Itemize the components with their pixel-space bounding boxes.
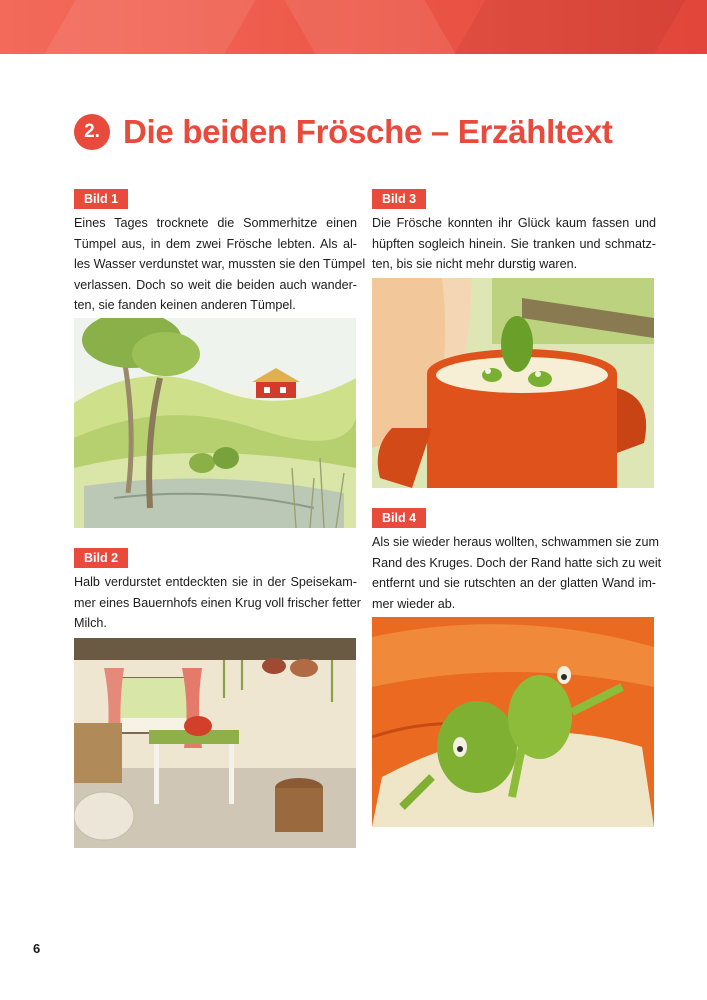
text-line: entfernt und sie rutschten an der glatten Wand im- (372, 576, 656, 590)
text-line: Als sie wieder heraus wollten, schwammen sie zum (372, 535, 659, 549)
landscape-frogs-illustration (74, 318, 356, 528)
text-line: hüpften sogleich hinein. Sie tranken und schmatz- (372, 236, 656, 251)
text-line: Rand des Kruges. Doch der Rand hatte sich zu weit (372, 555, 662, 570)
bild-3-label: Bild 3 (372, 189, 426, 209)
text-line: Die Frösche konnten ihr Glück kaum fassen und (372, 216, 656, 230)
text-line: Milch. (74, 616, 107, 630)
bild-4-label: Bild 4 (372, 508, 426, 528)
text-line: Eines Tages trocknete die Sommerhitze einen (74, 216, 357, 230)
text-line: ten, sie fanden keinen anderen Tümpel. (74, 298, 296, 312)
bild-2-label: Bild 2 (74, 548, 128, 568)
text-line: ten, bis sie nicht mehr durstig waren. (372, 257, 578, 271)
page-title: Die beiden Frösche – Erzähltext (123, 113, 613, 150)
heading-number-badge: 2. (74, 114, 110, 150)
bild-3-text (372, 213, 656, 275)
page-number: 6 (33, 941, 41, 956)
bild-1-text (74, 213, 366, 316)
bild-2-text (74, 572, 361, 634)
text-line: verlassen. Doch so weit die beiden auch wander- (74, 277, 357, 292)
bild-1-label: Bild 1 (74, 189, 128, 209)
top-decorative-band (0, 0, 707, 54)
text-line: Tümpel aus, in dem zwei Frösche lebten. Als al- (74, 236, 357, 251)
frogs-in-jug-illustration (372, 617, 654, 827)
text-line: les Wasser verdunstet war, mussten sie den Tümpel (74, 257, 366, 271)
jug-frogs-illustration (372, 278, 654, 488)
pantry-illustration (74, 638, 356, 848)
text-line: mer wieder ab. (372, 596, 456, 611)
text-line: Halb verdurstet entdeckten sie in der Speisekam- (74, 575, 357, 589)
page-heading (74, 113, 613, 151)
text-line: mer eines Bauernhofs einen Krug voll frischer fetter (74, 595, 361, 610)
bild-4-text (372, 532, 662, 614)
